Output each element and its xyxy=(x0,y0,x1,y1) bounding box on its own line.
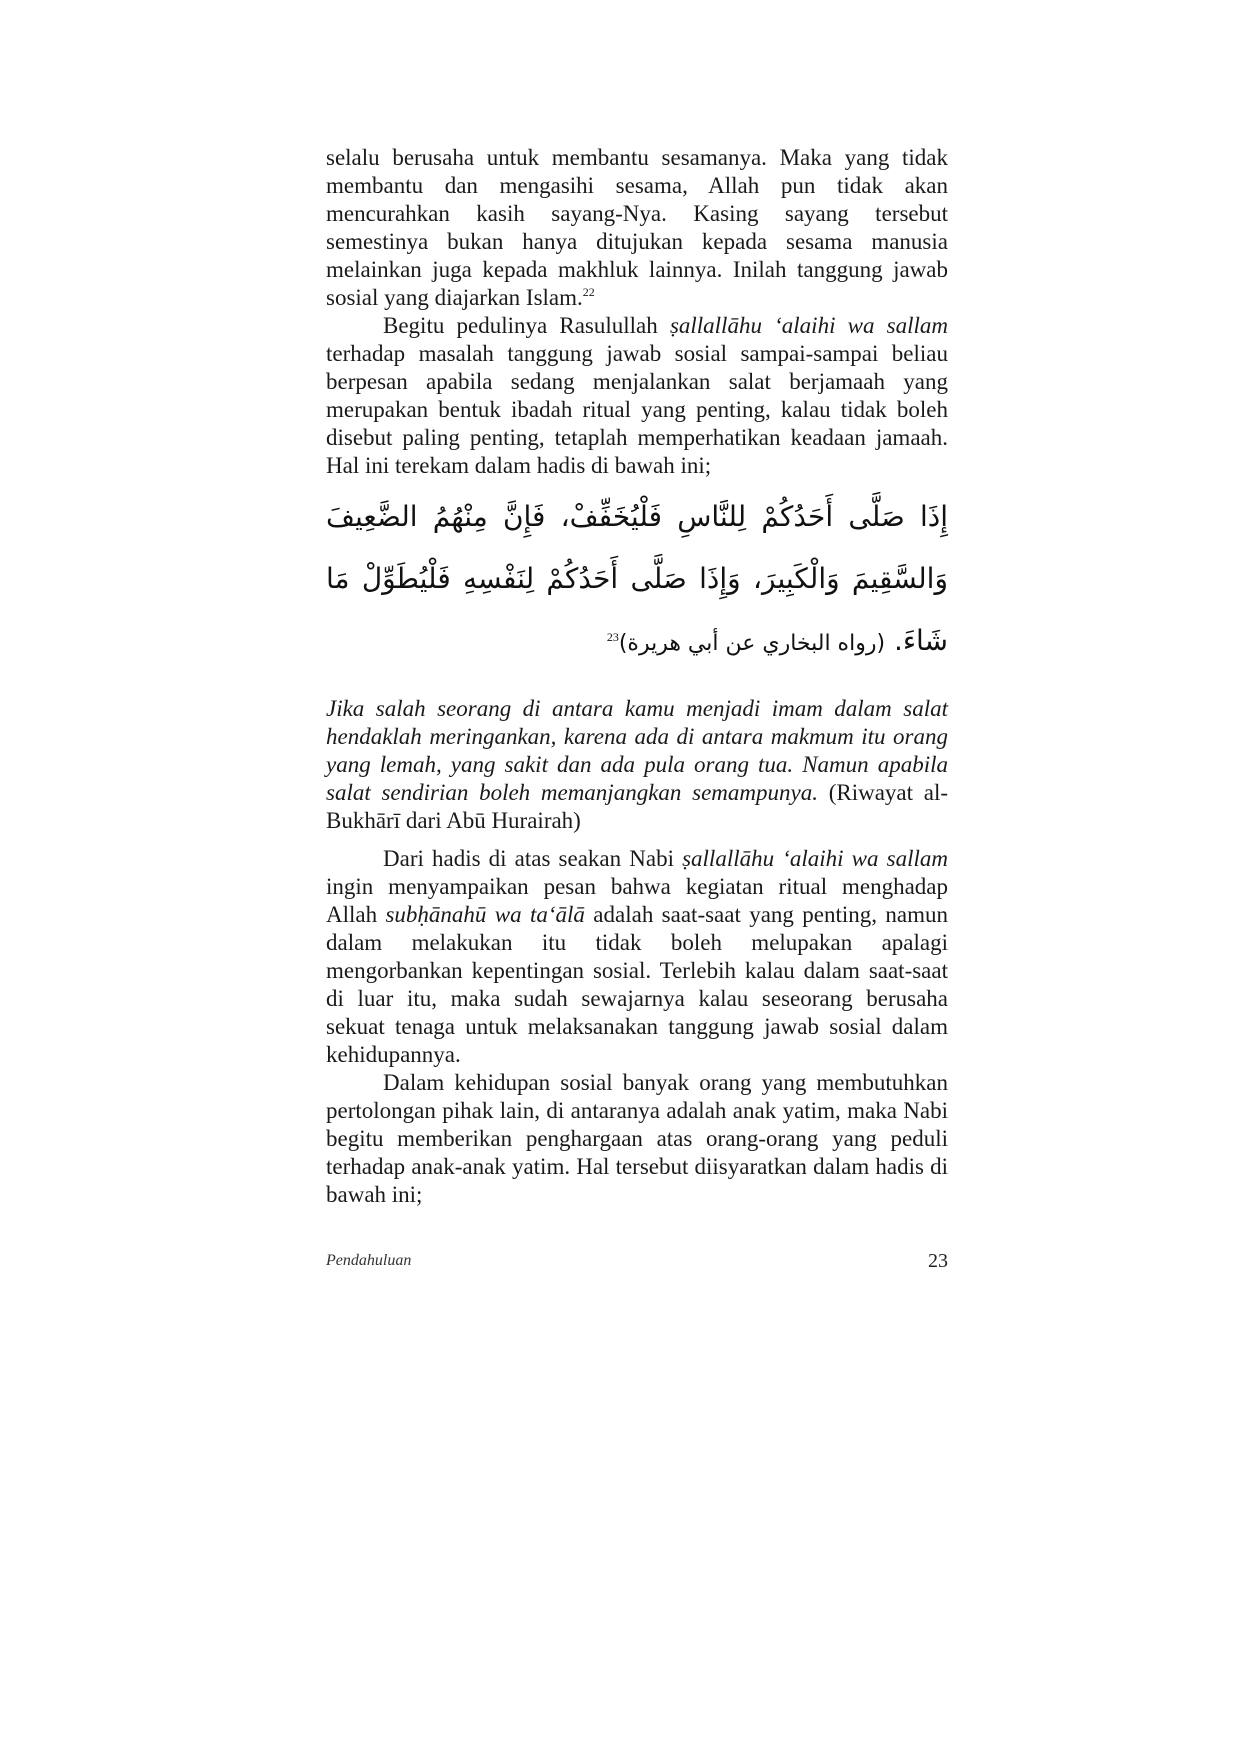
paragraph-3 xyxy=(326,845,948,1069)
paragraph-3-start: Dari hadis di atas seakan Nabi xyxy=(383,846,683,871)
divine-honorific-italic: subḥānahū wa ta‘ālā xyxy=(385,902,585,927)
paragraph-2-start: Begitu pedulinya Rasulullah xyxy=(383,313,670,338)
arabic-hadith xyxy=(326,486,948,675)
footnote-ref-23: 23 xyxy=(606,630,619,644)
translation-italic: Jika salah seorang di antara kamu menjadi imam dalam salat hendaklah meringankan, karena ada di antara makmum itu orang yang lemah, yang sakit dan ada pula orang tua. Namun apabila salat sendirian boleh memanjangkan semampunya. xyxy=(326,696,948,805)
arabic-hadith-text: إِذَا صَلَّى أَحَدُكُمْ لِلنَّاسِ فَلْيُخَفِّفْ، فَإِنَّ مِنْهُمُ الضَّعِيفَ وَالسَّقِيمَ وَالْكَبِيرَ، وَإِذَا صَلَّى أَحَدُكُمْ لِنَفْسِهِ فَلْيُطَوِّلْ مَا شَاءَ. xyxy=(326,500,948,657)
page-number: 23 xyxy=(928,1250,948,1272)
paragraph-1 xyxy=(326,144,948,312)
paragraph-2-rest: terhadap masalah tanggung jawab sosial sampai-sampai beliau berpesan apabila sedang menjalankan salat berjamaah yang merupakan bentuk ibadah ritual yang penting, kalau tidak boleh disebut paling penting, tetaplah memperhatikan keadaan jamaah. Hal ini terekam dalam hadis di bawah ini; xyxy=(326,341,948,478)
arabic-hadith-reference: (رواه البخاري عن أبي هريرة) xyxy=(618,631,886,656)
running-footer-section: Pendahuluan xyxy=(326,1252,412,1269)
paragraph-3-rest: adalah saat-saat yang penting, namun dalam melakukan itu tidak boleh melupakan apalagi mengorbankan kepentingan sosial. Terlebih kalau dalam saat-saat di luar itu, maka sudah sewajarnya kalau seseorang berusaha sekuat tenaga untuk melaksanakan tanggung jawab sosial dalam kehidupannya. xyxy=(326,902,948,1067)
paragraph-2 xyxy=(326,312,948,480)
translation-source: (Riwayat al-Bukhārī dari Abū Hurairah) xyxy=(326,780,948,833)
honorific-italic-2: ṣallallāhu ‘alaihi wa sallam xyxy=(682,846,948,871)
paragraph-4 xyxy=(326,1069,948,1209)
footnote-ref-22: 22 xyxy=(582,285,595,299)
hadith-translation xyxy=(326,695,948,835)
honorific-italic: ṣallallāhu ‘alaihi wa sallam xyxy=(669,313,948,338)
page-body xyxy=(326,144,948,1209)
paragraph-3-mid: ingin menyampaikan pesan bahwa kegiatan ritual menghadap Allah xyxy=(326,874,948,927)
paragraph-4-text: Dalam kehidupan sosial banyak orang yang membutuhkan pertolongan pihak lain, di antaranya adalah anak yatim, maka Nabi begitu memberikan penghargaan atas orang-orang yang peduli terhadap anak-anak yatim. Hal tersebut diisyaratkan dalam hadis di bawah ini; xyxy=(326,1070,948,1207)
paragraph-1-text: selalu berusaha untuk membantu sesamanya. Maka yang tidak membantu dan mengasihi sesama, Allah pun tidak akan mencurahkan kasih sayang-Nya. Kasing sayang tersebut semestinya bukan hanya ditujukan kepada sesama manusia melainkan juga kepada makhluk lainnya. Inilah tanggung jawab sosial yang diajarkan Islam. xyxy=(326,145,948,310)
page-footer xyxy=(326,1250,948,1272)
